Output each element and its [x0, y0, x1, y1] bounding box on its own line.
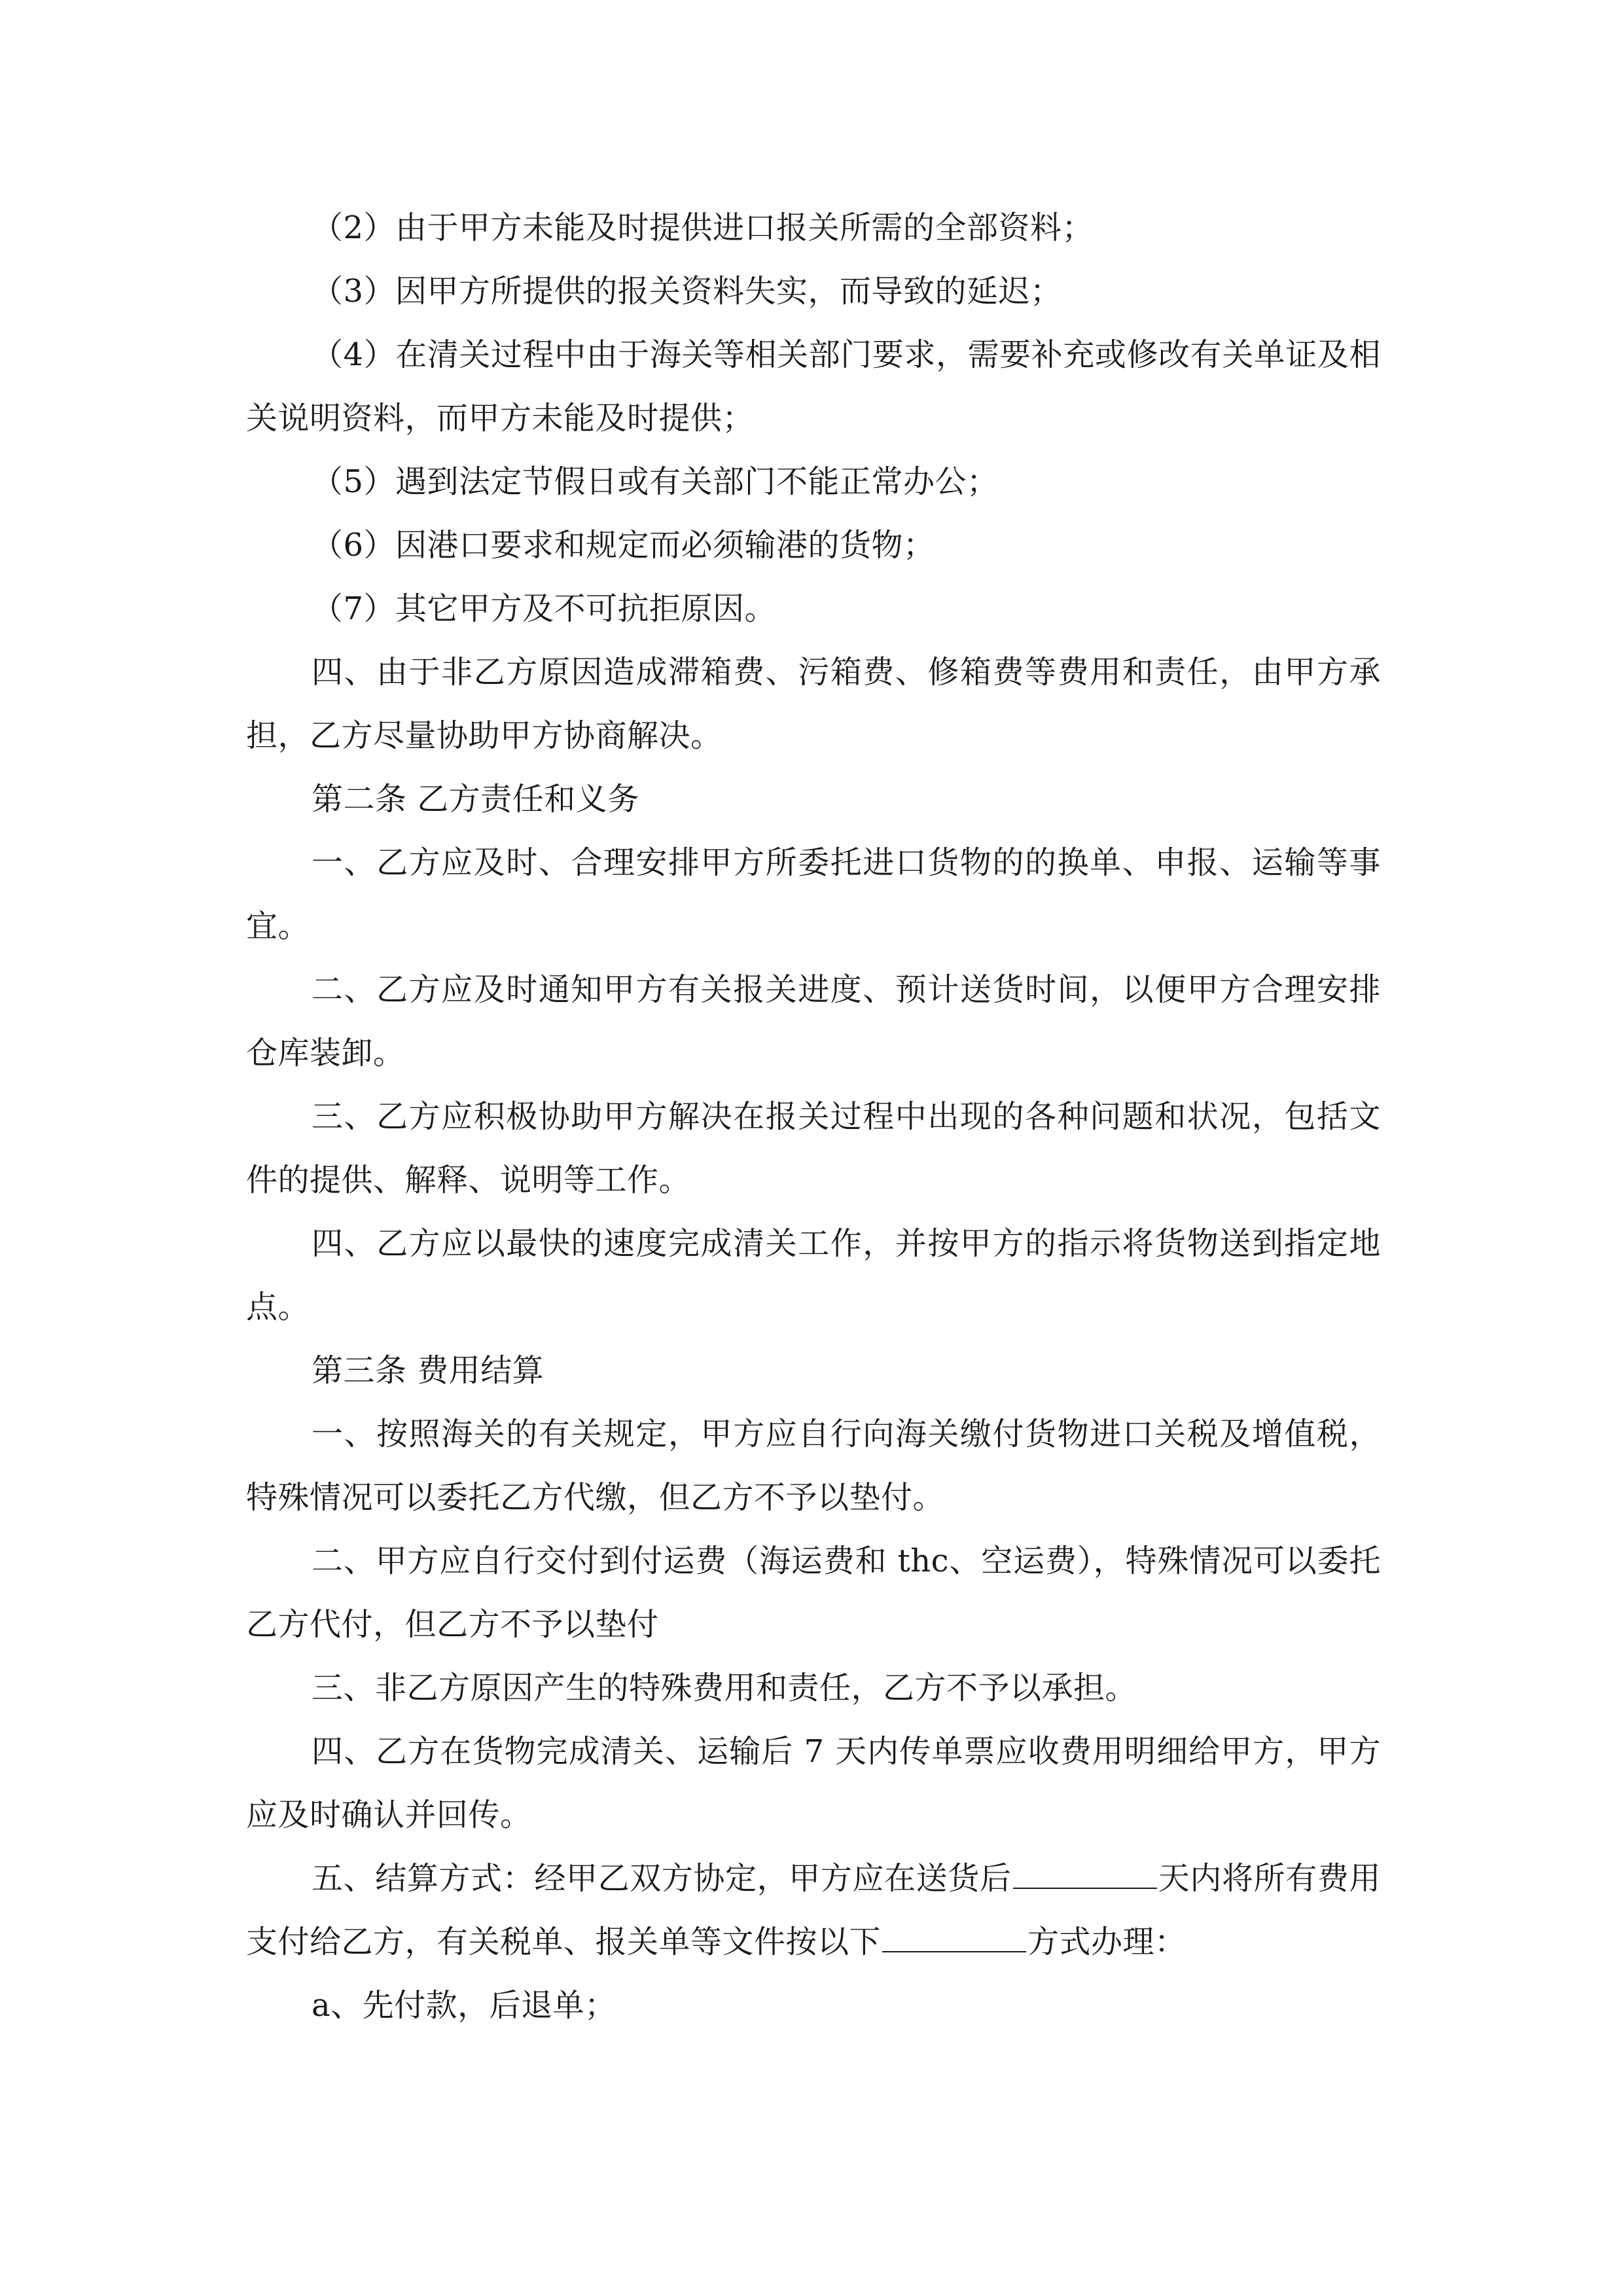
- article-two-item-2: 二、乙方应及时通知甲方有关报关进度、预计送货时间，以便甲方合理安排仓库装卸。: [246, 971, 1381, 1071]
- days-blank: [1013, 1861, 1157, 1889]
- clause-item-4: （4）在清关过程中由于海关等相关部门要求，需要补充或修改有关单证及相关说明资料，而甲方未能及时提供；: [246, 336, 1381, 437]
- settlement-option-a: a、先付款，后退单；: [312, 1987, 616, 2024]
- contract-body: [246, 196, 1381, 2037]
- clause-item-3: （3）因甲方所提供的报关资料失实，而导致的延迟；: [312, 273, 1062, 310]
- article-three-item-4: 四、乙方在货物完成清关、运输后 7 天内传单票应收费用明细给甲方，甲方应及时确认并回传。: [246, 1733, 1381, 1833]
- clause-item-6: （6）因港口要求和规定而必须输港的货物；: [312, 527, 935, 564]
- clause-item-2: （2）由于甲方未能及时提供进口报关所需的全部资料；: [312, 209, 1094, 246]
- settlement-text-3: 方式办理：: [1027, 1924, 1186, 1960]
- article-two-item-3: 三、乙方应积极协助甲方解决在报关过程中出现的各种问题和状况，包括文件的提供、解释、说明等工作。: [246, 1098, 1381, 1198]
- settlement-text-1: 五、结算方式：经甲乙双方协定，甲方应在送货后: [312, 1860, 1012, 1897]
- article-three-item-2: 二、甲方应自行交付到付运费（海运费和 thc、空运费），特殊情况可以委托乙方代付，但乙方不予以垫付: [246, 1543, 1381, 1643]
- article-three-heading: 第三条 费用结算: [312, 1352, 544, 1389]
- method-blank: [882, 1925, 1026, 1952]
- article-two-heading: 第二条 乙方责任和义务: [312, 781, 639, 817]
- clause-item-5: （5）遇到法定节假日或有关部门不能正常办公；: [312, 463, 999, 500]
- article-two-item-1: 一、乙方应及时、合理安排甲方所委托进口货物的的换单、申报、运输等事宜。: [246, 844, 1381, 944]
- settlement-text-2: 天内将所有费用支付给乙方，有关税单、报关单等文件按以下: [246, 1860, 1381, 1960]
- article-three-item-1: 一、按照海关的有关规定，甲方应自行向海关缴付货物进口关税及增值税，特殊情况可以委托乙方代缴，但乙方不予以垫付。: [246, 1416, 1381, 1516]
- clause-four-fees: 四、由于非乙方原因造成滞箱费、污箱费、修箱费等费用和责任，由甲方承担，乙方尽量协助甲方协商解决。: [246, 654, 1381, 754]
- article-three-item-3: 三、非乙方原因产生的特殊费用和责任，乙方不予以承担。: [312, 1670, 1137, 1706]
- article-three-item-5: [246, 1847, 1381, 1974]
- clause-item-7: （7）其它甲方及不可抗拒原因。: [312, 590, 777, 627]
- article-two-item-4: 四、乙方应以最快的速度完成清关工作，并按甲方的指示将货物送到指定地点。: [246, 1225, 1381, 1325]
